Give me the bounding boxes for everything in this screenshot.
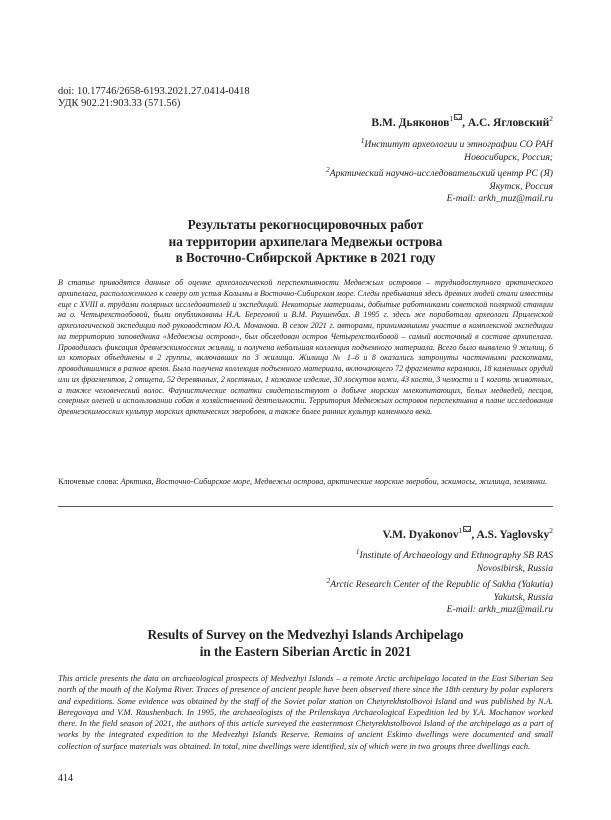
- ru-authors: [371, 114, 553, 129]
- en-authors: [382, 526, 553, 541]
- ru-email: E-mail: arkh_muz@mail.ru: [446, 193, 553, 204]
- en-author1-sup: 1: [458, 526, 463, 536]
- ru-affil1-line2: Новосибирск, Россия;: [464, 151, 553, 163]
- envelope-icon: [463, 526, 471, 532]
- ru-affil2-line1: Арктический научно-исследовательский центр РС (Я): [329, 168, 553, 180]
- en-author2-sup: 2: [549, 526, 553, 536]
- ru-title-line3: в Восточно-Сибирской Арктике в 2021 году: [175, 250, 436, 265]
- ru-keywords-text: Арктика, Восточно-Сибирское море, Медвежьи острова, арктические морские зверобои, эскимосы, жилища, землянки.: [120, 477, 548, 486]
- en-title: [58, 627, 553, 660]
- ru-affil2-line2: Якутск, Россия: [489, 180, 553, 192]
- en-affil2-line2: Yakutsk, Russia: [493, 591, 553, 603]
- doi-block: [58, 86, 250, 110]
- ru-author2: А.С. Ягловский: [467, 117, 550, 129]
- en-affil1-sup: 1: [355, 547, 360, 556]
- ru-abstract: В статье приводятся данные об оценке археологической перспективности Медвежьих островов – труднодоступного арктического архипелага, расположенного к северу от устья Колымы в Восточно-Сибирском море. Следы пребывания здесь древних людей стали известны еще с XVIII в. трудами полярных исследователей и экспедиций. Некоторые материалы, добытые работниками советской полярной станции на о. Четырехстолбовой, были опубликованы Н.А. Береговой и В.М. Раушенбах. В 1995 г. здесь же поработали археологи Приленской археологической экспедиции под руководством Ю.А. Мочанова. В сезон 2021 г. авторами, принимавшими участие в комплексной экспедиции на территорию заповедника «Медвежьи острова», был обследован остров Четырехстолбовой – самый восточный в составе архипелага. Проводилась фиксация древнеэскимосских жилищ, и получена небольшая коллекция подъемного материала. Всего было выявлено 9 жилищ, 6 из которых объединены в 2 группы, включавших по 3 жилища. Жилища № 1–6 и 8 оказались затронуты частичными раскопками, проводившимися в разное время. Была получена коллекция подъемного материала, включающего 72 фрагмента керамики, 18 каменных орудий или их фрагментов, 2 отщепа, 52 деревянных, 2 костяных, 1 кожаное изделие, 30 лоскутов кожи, 43 кости, 3 челюсти и 1 коготь животных, а также человеческий волос. Фаунистические остатки свидетельствуют о добыче морских млекопитающих, белых медведей, песцов, северных оленей и использовании собак в хозяйственной деятельности. Территория Медвежьих островов перспективна в плане исследования древнеэскимосских культур морских арктических зверобоев, а также более ранних культур каменного века.: [58, 278, 553, 416]
- ru-author1-sup: 1: [449, 114, 454, 124]
- ru-keywords-label: Ключевые слова:: [58, 477, 121, 486]
- ru-affiliations: [326, 135, 553, 205]
- ru-affil2-sup: 2: [325, 165, 330, 174]
- page-number: 414: [58, 773, 73, 784]
- en-affil1-line1: Institute of Archaeology and Ethnography SB RAS: [359, 550, 553, 562]
- en-email: E-mail: arkh_muz@mail.ru: [446, 604, 553, 615]
- en-author1: V.M. Dyakonov: [382, 529, 459, 541]
- doi-line: doi: 10.17746/2658-6193.2021.27.0414-0418: [58, 86, 250, 97]
- ru-author2-sup: 2: [549, 114, 553, 124]
- en-affil2-sup: 2: [326, 576, 331, 585]
- en-author-separator: ,: [471, 529, 477, 541]
- en-title-line1: Results of Survey on the Medvezhyi Islands Archipelago: [147, 627, 464, 642]
- ru-author-separator: ,: [462, 117, 468, 129]
- section-divider: [58, 506, 553, 507]
- udk-line: УДК 902.21:903.33 (571.56): [58, 98, 181, 109]
- ru-title-line2: на территории архипелага Медвежьи острова: [168, 233, 443, 249]
- ru-author1: В.М. Дьяконов: [371, 117, 450, 129]
- en-affil1-line2: Novosibirsk, Russia: [476, 562, 553, 574]
- envelope-icon: [454, 114, 462, 120]
- ru-title: [58, 217, 553, 267]
- en-affil2-line1: Arctic Research Center of the Republic of Sakha (Yakutia): [330, 579, 553, 591]
- ru-affil1-line1: Институт археологии и этнографии СО РАН: [364, 139, 553, 151]
- en-affiliations: [327, 546, 554, 616]
- ru-affil1-sup: 1: [360, 136, 365, 145]
- ru-title-line1: Результаты рекогносцировочных работ: [187, 217, 424, 232]
- en-abstract: This article presents the data on archaeological prospects of Medvezhyi Islands – a remote Arctic archipelago located in the East Siberian Sea north of the mouth of the Kolyma River. Traces of presence of ancient people have been observed there since the 18th century by polar explorers and expeditions. Some evidence was obtained by the staff of the Soviet polar station on Chetyrekhstolbovoi Island and was published by N.A. Beregovaya and V.M. Raushenbach. In 1995, the archaeologists of the Prilenskaya Archaeological Expedition led by Y.A. Mochanov worked there. In the field season of 2021, the authors of this article surveyed the easternmost Chetyrekhstolbovoi Island of the archipelago as a part of works by the integrated expedition to the Medvezhyi Islands Reserve. Remains of ancient Eskimo dwellings were documented and small collection of surface materials was obtained. In total, nine dwellings were identified, six of which were in two groups three dwellings each.: [58, 673, 553, 751]
- en-title-line2: in the Eastern Siberian Arctic in 2021: [199, 643, 412, 659]
- en-author2: A.S. Yaglovsky: [476, 529, 550, 541]
- ru-keywords: [58, 476, 553, 487]
